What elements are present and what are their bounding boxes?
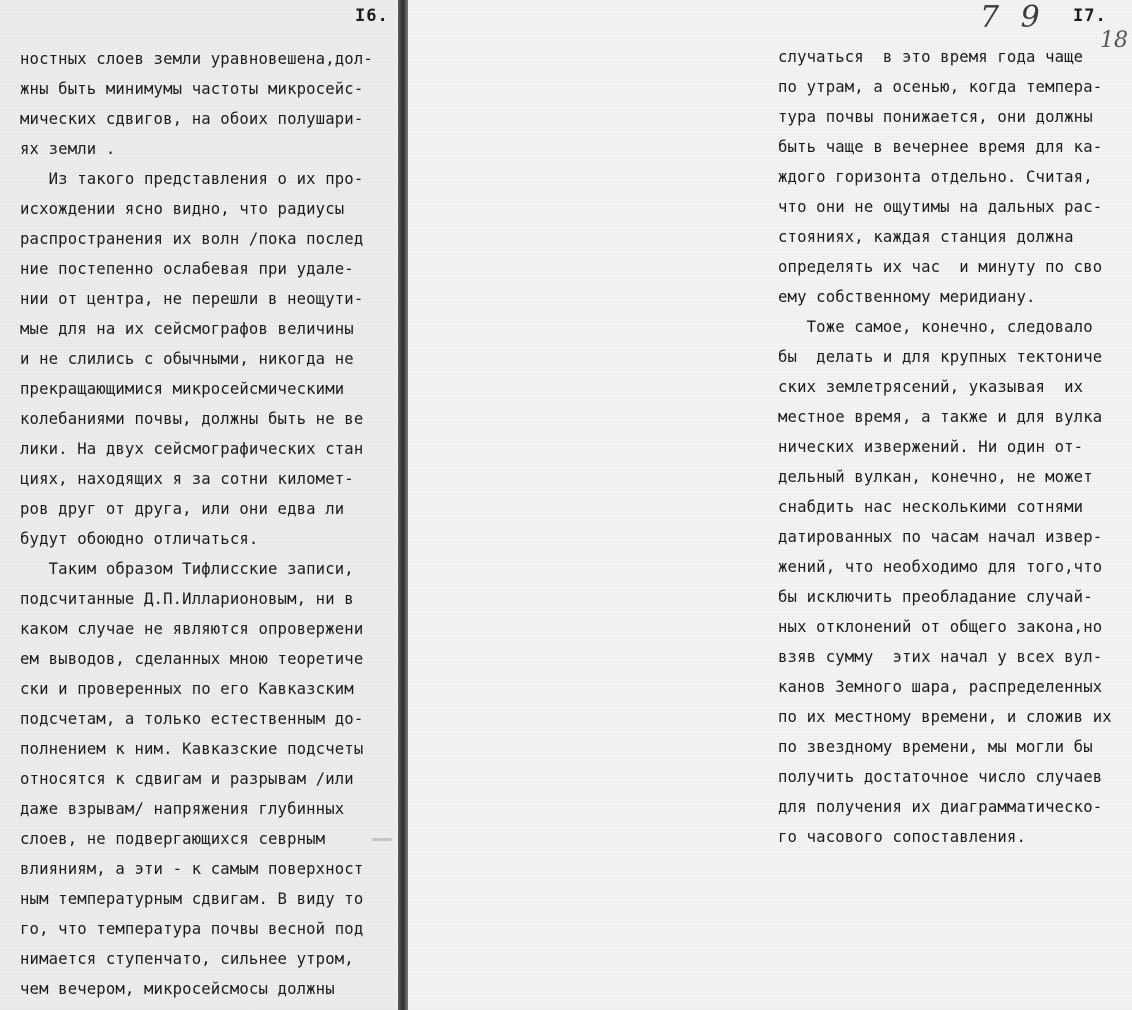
text-line: Таким образом Тифлисские записи, xyxy=(20,560,354,578)
text-line: ски и проверенных по его Кавказским xyxy=(20,680,354,698)
handwritten-folio-small: 18 xyxy=(1100,28,1128,53)
text-line: Тоже самое, конечно, следовало xyxy=(778,318,1093,336)
text-line: Из такого представления о их про- xyxy=(20,170,364,188)
text-line: ему собственному меридиану. xyxy=(778,288,1036,306)
left-page-number: I6. xyxy=(355,6,389,26)
text-line: каком случае не являются опровержени xyxy=(20,620,364,638)
text-line: местное время, а также и для вулка xyxy=(778,408,1103,426)
text-line: мые для на их сейсмографов величины xyxy=(20,320,354,338)
text-line: стояниях, каждая станция должна xyxy=(778,228,1074,246)
text-line: лики. На двух сейсмографических стан xyxy=(20,440,364,458)
text-line: нимается ступенчато, сильнее утром, xyxy=(20,950,354,968)
text-line: жны быть минимумы частоты микросейс- xyxy=(20,80,364,98)
text-line: мических сдвигов, на обоих полушари- xyxy=(20,110,364,128)
text-line: чем вечером, микросейсмосы должны xyxy=(20,980,335,998)
text-line: канов Земного шара, распределенных xyxy=(778,678,1103,696)
text-line: колебаниями почвы, должны быть не ве xyxy=(20,410,364,428)
text-line: определять их час и минуту по сво xyxy=(778,258,1103,276)
text-line: случаться в это время года чаще xyxy=(778,48,1084,66)
text-line: быть чаще в вечернее время для ка- xyxy=(778,138,1103,156)
right-page xyxy=(408,0,1132,1010)
text-line: ностных слоев земли уравновешена,дол- xyxy=(20,50,373,68)
text-line: ров друг от друга, или они едва ли xyxy=(20,500,345,518)
handwritten-folio-number: 7 9 xyxy=(980,0,1046,35)
text-line: ем выводов, сделанных мною теоретиче xyxy=(20,650,364,668)
text-line: даже взрывам/ напряжения глубинных xyxy=(20,800,345,818)
text-line: взяв сумму этих начал у всех вул- xyxy=(778,648,1103,666)
text-line: тура почвы понижается, они должны xyxy=(778,108,1093,126)
text-line: ских землетрясений, указывая их xyxy=(778,378,1084,396)
text-line: по их местному времени, и сложив их xyxy=(778,708,1112,726)
text-line: ях земли . xyxy=(20,140,116,158)
text-line: го часового сопоставления. xyxy=(778,828,1026,846)
text-line: датированных по часам начал извер- xyxy=(778,528,1103,546)
text-line: го, что температура почвы весной под xyxy=(20,920,364,938)
text-line: дельный вулкан, конечно, не может xyxy=(778,468,1093,486)
text-line: прекращающимися микросейсмическими xyxy=(20,380,345,398)
text-line: жений, что необходимо для того,что xyxy=(778,558,1103,576)
text-line: подсчитанные Д.П.Илларионовым, ни в xyxy=(20,590,354,608)
ink-smudge xyxy=(372,838,392,841)
text-line: снабдить нас несколькими сотнями xyxy=(778,498,1084,516)
text-line: бы исключить преобладание случай- xyxy=(778,588,1093,606)
text-line: слоев, не подвергающихся севрным xyxy=(20,830,326,848)
text-line: распространения их волн /пока послед xyxy=(20,230,364,248)
text-line: по звездному времени, мы могли бы xyxy=(778,738,1093,756)
right-page-number: I7. xyxy=(1073,6,1107,26)
text-line: относятся к сдвигам и разрывам /или xyxy=(20,770,354,788)
text-line: ным температурным сдвигам. В виду то xyxy=(20,890,364,908)
text-line: и не слились с обычными, никогда не xyxy=(20,350,354,368)
text-line: исхождении ясно видно, что радиусы xyxy=(20,200,345,218)
text-line: влияниям, а эти - к самым поверхност xyxy=(20,860,364,878)
text-line: что они не ощутимы на дальных рас- xyxy=(778,198,1103,216)
text-line: полнением к ним. Кавказские подсчеты xyxy=(20,740,364,758)
text-line: для получения их диаграмматическо- xyxy=(778,798,1103,816)
text-line: ние постепенно ослабевая при удале- xyxy=(20,260,354,278)
text-line: нии от центра, не перешли в неощути- xyxy=(20,290,364,308)
text-line: бы делать и для крупных тектониче xyxy=(778,348,1103,366)
text-line: нических извержений. Ни один от- xyxy=(778,438,1084,456)
text-line: подсчетам, а только естественным до- xyxy=(20,710,364,728)
text-line: ждого горизонта отдельно. Считая, xyxy=(778,168,1093,186)
text-line: циях, находящих я за сотни километ- xyxy=(20,470,354,488)
text-line: по утрам, а осенью, когда темпера- xyxy=(778,78,1103,96)
text-line: ных отклонений от общего закона,но xyxy=(778,618,1103,636)
text-line: получить достаточное число случаев xyxy=(778,768,1103,786)
text-line: будут обоюдно отличаться. xyxy=(20,530,259,548)
left-page xyxy=(0,0,402,1010)
